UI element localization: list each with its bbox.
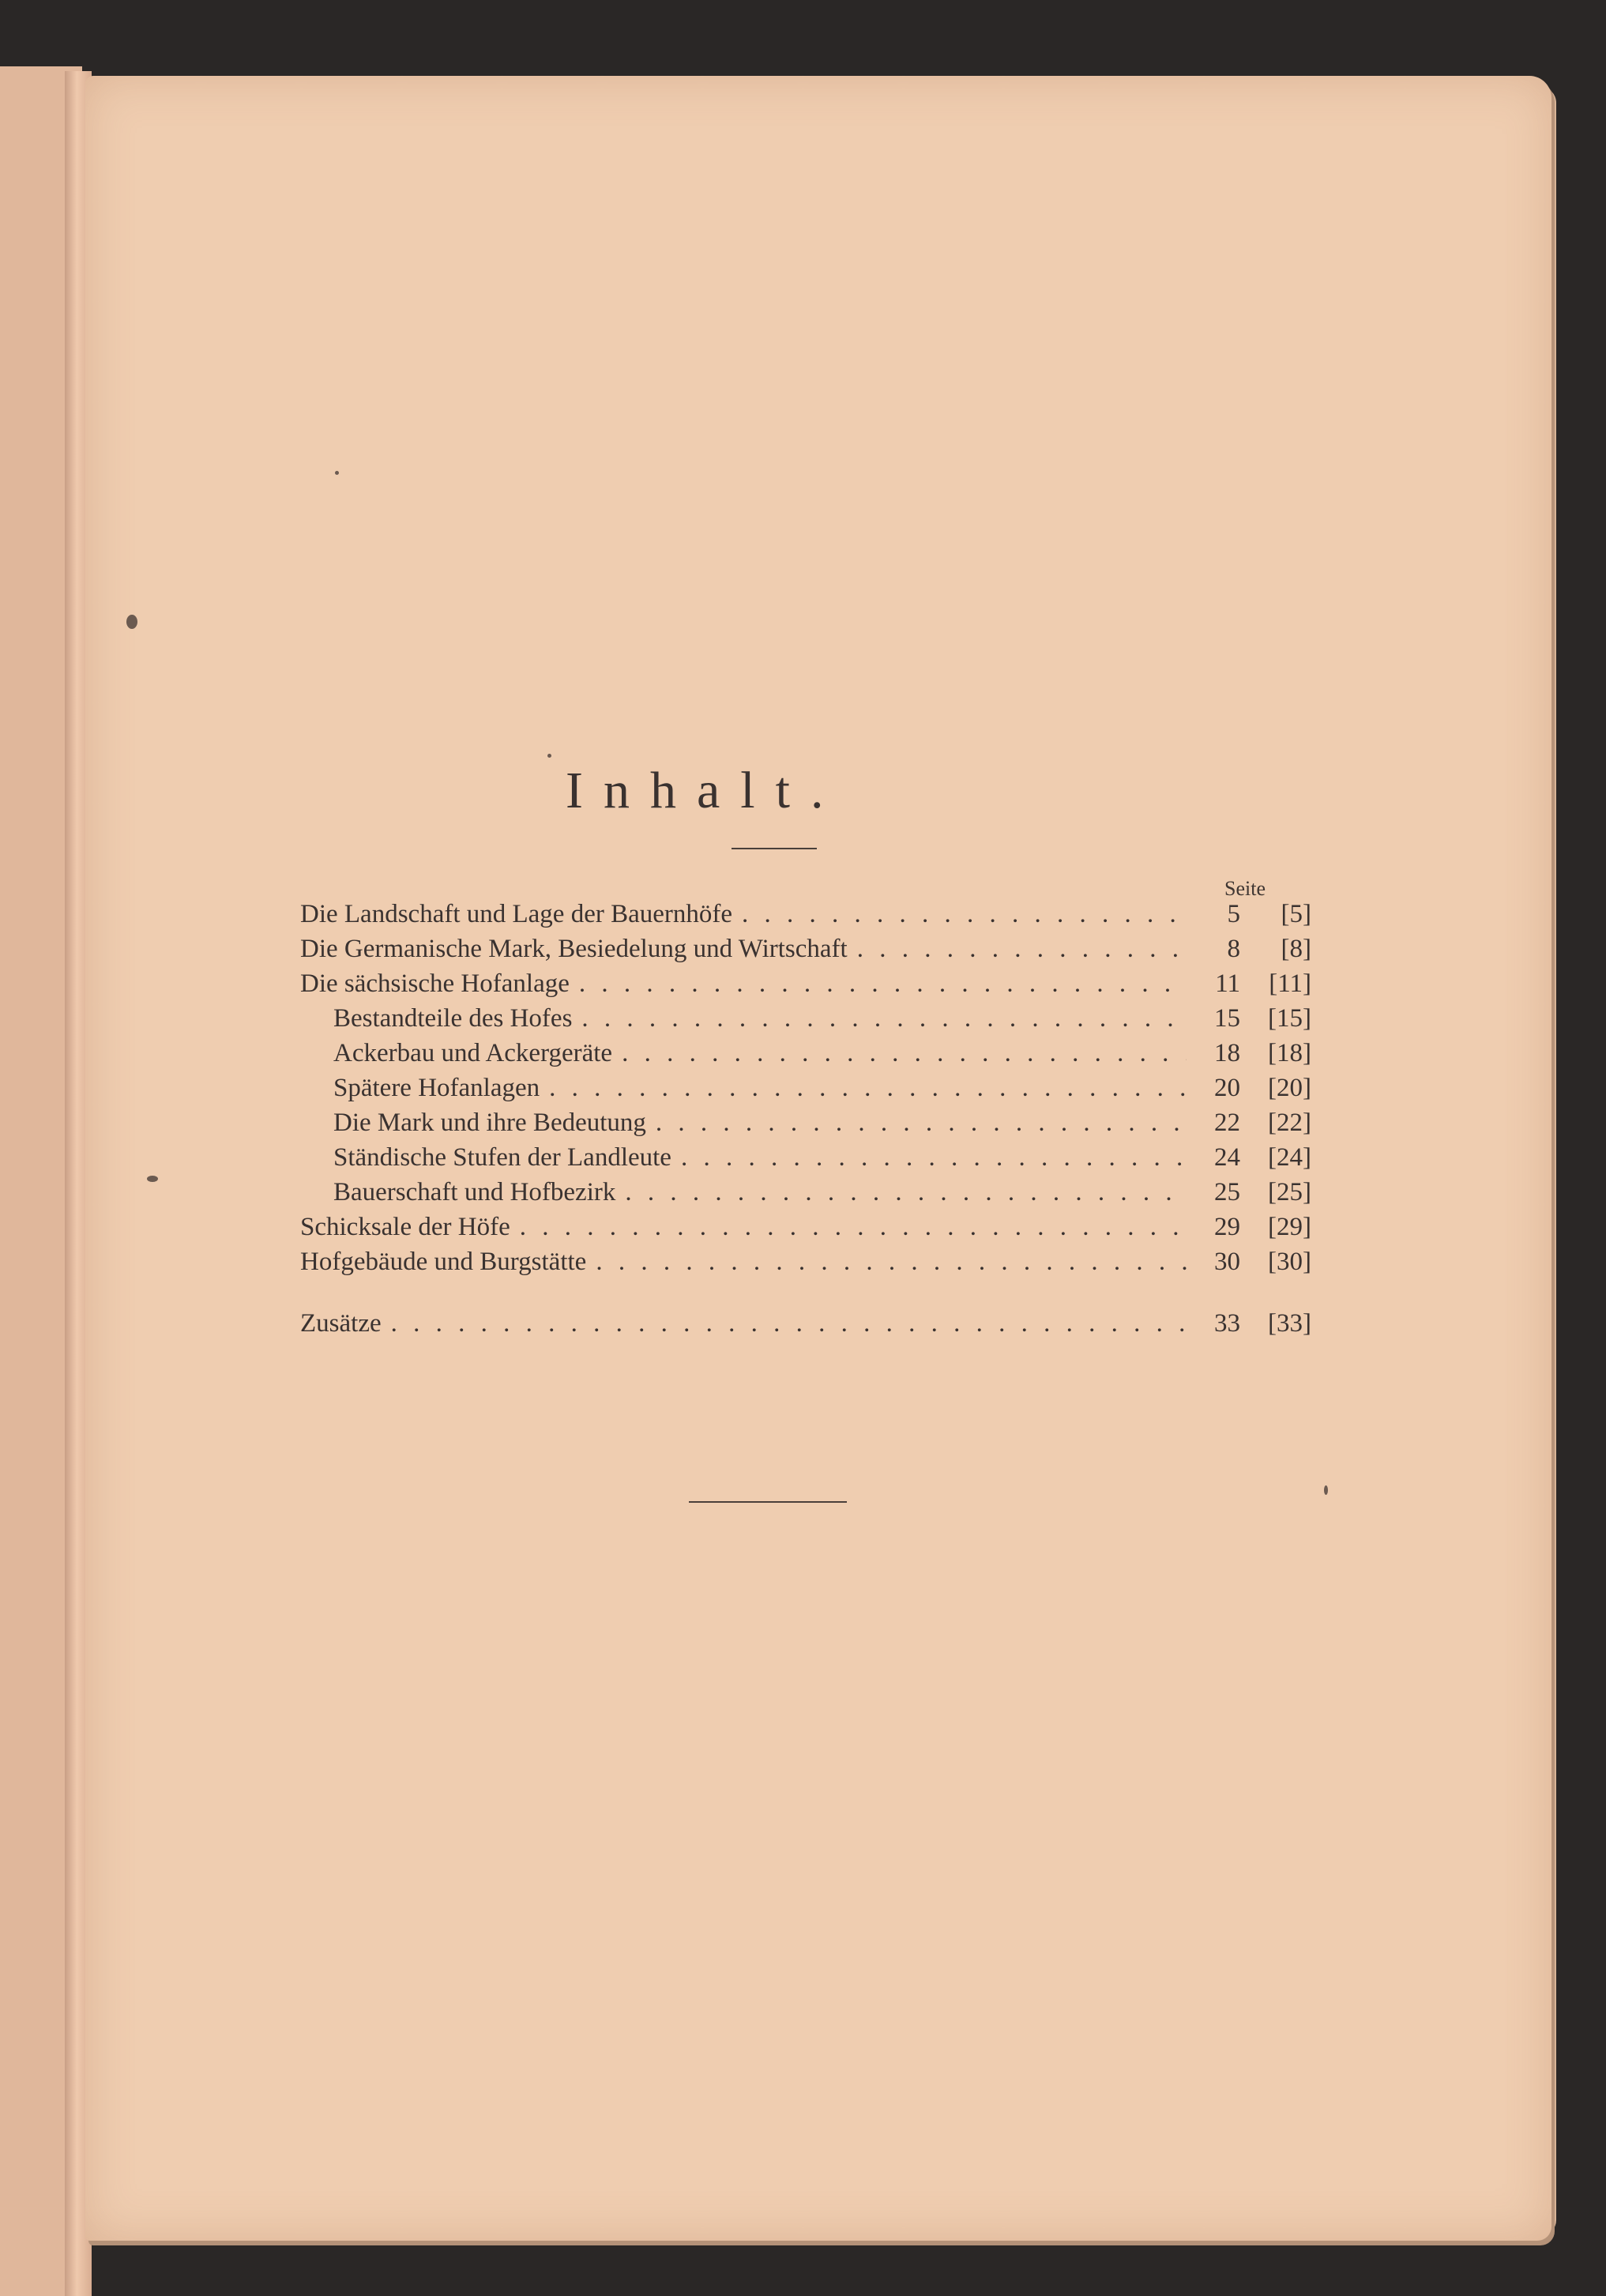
toc-entry-bracket-page: [20] [1268,1074,1311,1102]
toc-entry-label: Zusätze [300,1309,382,1338]
toc-entry-bracket-page: [33] [1268,1309,1311,1338]
toc-entry-bracket-page: [24] [1268,1143,1311,1172]
toc-entry-page: 8 [1227,935,1240,963]
toc-entry-label: Schicksale der Höfe [300,1213,510,1241]
paper-speck [335,471,339,475]
table-of-contents [300,897,1311,1341]
toc-entry-bracket-page: [15] [1268,1004,1311,1033]
dot-leader [510,1210,1187,1244]
toc-entry-bracket-page: [5] [1281,900,1311,928]
toc-entry-label: Die sächsische Hofanlage [300,969,570,998]
toc-entry-label: Die Mark und ihre Bedeutung [333,1108,646,1137]
toc-entry-page: 15 [1214,1004,1240,1033]
toc-entry [300,1210,1311,1244]
dot-leader [572,1001,1187,1036]
dot-leader [646,1105,1187,1140]
paper-speck [147,1176,158,1182]
dot-leader [570,966,1187,1001]
toc-entry-page: 33 [1214,1309,1240,1338]
toc-entry-label: Spätere Hofanlagen [333,1074,540,1102]
dot-leader [671,1140,1187,1175]
toc-entry-page: 5 [1227,900,1240,928]
toc-entry-bracket-page: [18] [1268,1039,1311,1067]
toc-entry-label: Die Landschaft und Lage der Bauernhöfe [300,900,733,928]
toc-subentry [300,1036,1311,1071]
toc-entry-label: Die Germanische Mark, Besiedelung und Wirtschaft [300,935,848,963]
toc-entry [300,897,1311,932]
page-title: Inhalt. [566,762,844,819]
paper-speck [126,615,137,629]
toc-entry [300,1244,1311,1279]
paper-speck [547,754,551,758]
dot-leader [612,1036,1187,1071]
toc-subentry [300,1001,1311,1036]
toc-entry-bracket-page: [8] [1281,935,1311,963]
dot-leader [848,932,1187,966]
toc-entry-page: 22 [1214,1108,1240,1137]
dot-leader [615,1175,1187,1210]
toc-entry [300,932,1311,966]
toc-entry-bracket-page: [30] [1268,1248,1311,1276]
toc-entry-label: Hofgebäude und Burgstätte [300,1248,587,1276]
toc-subentry [300,1140,1311,1175]
toc-entry-bracket-page: [25] [1268,1178,1311,1206]
toc-subentry [300,1175,1311,1210]
toc-entry-page: 11 [1215,969,1240,998]
toc-entry-label: Bestandteile des Hofes [333,1004,573,1033]
paper-speck [1324,1485,1328,1495]
dot-leader [732,897,1187,932]
toc-subentry [300,1071,1311,1105]
dot-leader [540,1071,1187,1105]
toc-subentry [300,1105,1311,1140]
toc-entry-label: Ackerbau und Ackergeräte [333,1039,613,1067]
dot-leader [382,1306,1187,1341]
toc-entry-page: 29 [1214,1213,1240,1241]
toc-entry-page: 18 [1214,1039,1240,1067]
toc-entry-label: Bauerschaft und Hofbezirk [333,1178,616,1206]
toc-entry-page: 30 [1214,1248,1240,1276]
closing-rule [689,1501,847,1503]
toc-entry-page: 24 [1214,1143,1240,1172]
toc-entry-page: 20 [1214,1074,1240,1102]
toc-entry-label: Ständische Stufen der Landleute [333,1143,671,1172]
toc-entry-bracket-page: [11] [1269,969,1311,998]
toc-entry [300,966,1311,1001]
dot-leader [586,1244,1187,1279]
toc-entry-page: 25 [1214,1178,1240,1206]
title-rule [732,848,817,849]
toc-entry-bracket-page: [22] [1268,1108,1311,1137]
page-column-header: Seite [1224,877,1266,900]
toc-entry [300,1306,1311,1341]
toc-entry-bracket-page: [29] [1268,1213,1311,1241]
